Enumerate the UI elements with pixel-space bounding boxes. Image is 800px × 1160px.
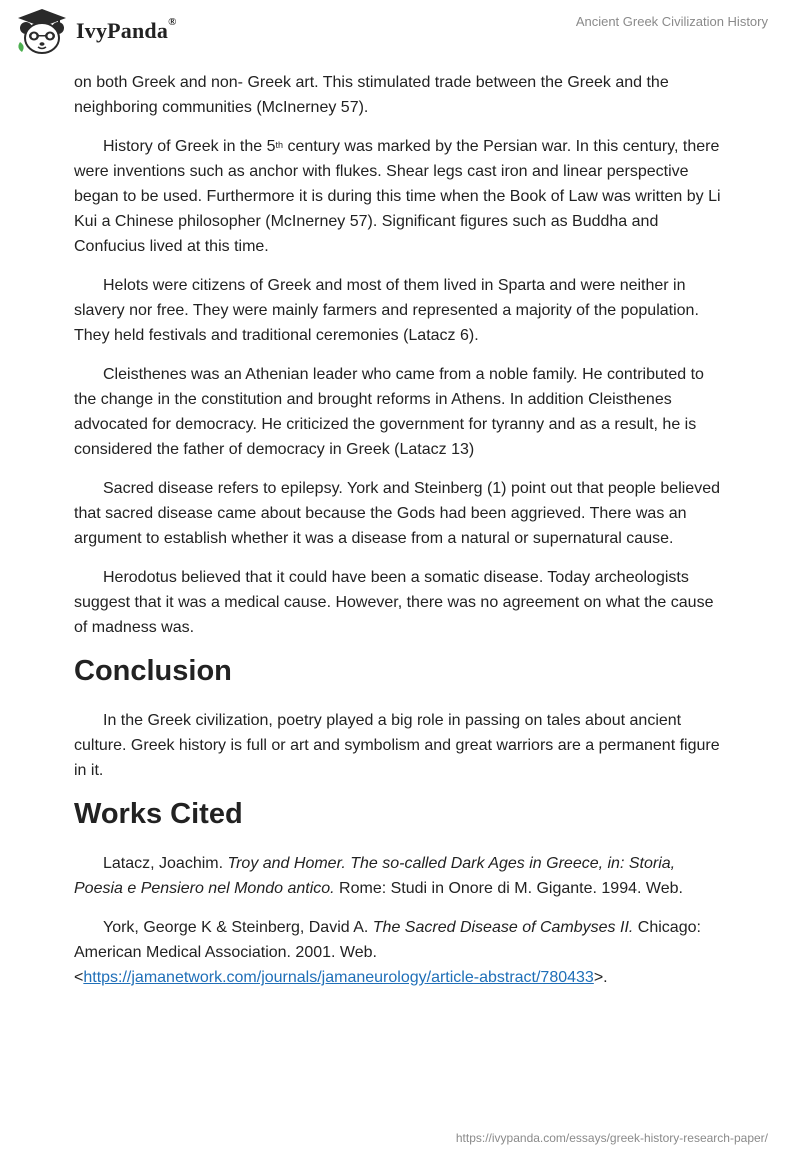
panda-icon — [14, 6, 70, 56]
citation-york: York, George K & Steinberg, David A. The Sacred Disease of Cambyses II. Chicago: American Medical Association. 2001. Web. <https://jamanetwork.com/journals/jamaneurology/article-abstract/780433>. — [74, 919, 701, 986]
ivypanda-logo[interactable] — [14, 6, 177, 56]
footer-url[interactable]: https://ivypanda.com/essays/greek-history-research-paper/ — [455, 1131, 768, 1145]
paragraph: Sacred disease refers to epilepsy. York and Steinberg (1) point out that people believed that sacred disease came about because the Gods had been aggrieved. There was an argument to establish whether it was a disease from a natural or supernatural cause. — [74, 480, 720, 547]
paragraph: Herodotus believed that it could have been a somatic disease. Today archeologists suggest that it was a medical cause. However, there was no agreement on what the cause of madness was. — [74, 569, 714, 636]
works-cited-heading: Works Cited — [74, 798, 243, 830]
article-body — [74, 70, 724, 1004]
paragraph: History of Greek in the 5th century was marked by the Persian war. In this century, there were inventions such as anchor with flukes. Shear legs cast iron and linear perspective began to be used. Furthermore it is during this time when the Book of Law was written by Li Kui a Chinese philosopher (McInerney 57). Significant figures such as Buddha and Confucius lived at this time. — [74, 138, 721, 255]
conclusion-paragraph: In the Greek civilization, poetry played a big role in passing on tales about ancient culture. Greek history is full or art and symbolism and great warriors are a permanent figure in it. — [74, 712, 720, 779]
paragraph: Cleisthenes was an Athenian leader who came from a noble family. He contributed to the change in the constitution and brought reforms in Athens. In addition Cleisthenes advocated for democracy. He criticized the government for tyranny and as a result, he is considered the father of democracy in Greek (Latacz 13) — [74, 366, 704, 458]
brand-name: IvyPanda® — [76, 16, 177, 43]
paragraph: on both Greek and non- Greek art. This stimulated trade between the Greek and the neighboring communities (McInerney 57). — [74, 74, 669, 116]
conclusion-heading: Conclusion — [74, 655, 232, 687]
citation-latacz: Latacz, Joachim. Troy and Homer. The so-called Dark Ages in Greece, in: Storia, Poesia e Pensiero nel Mondo antico. Rome: Studi in Onore di M. Gigante. 1994. Web. — [74, 855, 683, 897]
document-title: Ancient Greek Civilization History — [575, 14, 768, 29]
paragraph: Helots were citizens of Greek and most of them lived in Sparta and were neither in slavery nor free. They were mainly farmers and represented a majority of the population. They held festivals and traditional ceremonies (Latacz 6). — [74, 277, 699, 344]
page-header — [0, 0, 800, 64]
citation-link[interactable]: https://jamanetwork.com/journals/jamaneurology/article-abstract/780433 — [83, 969, 594, 986]
